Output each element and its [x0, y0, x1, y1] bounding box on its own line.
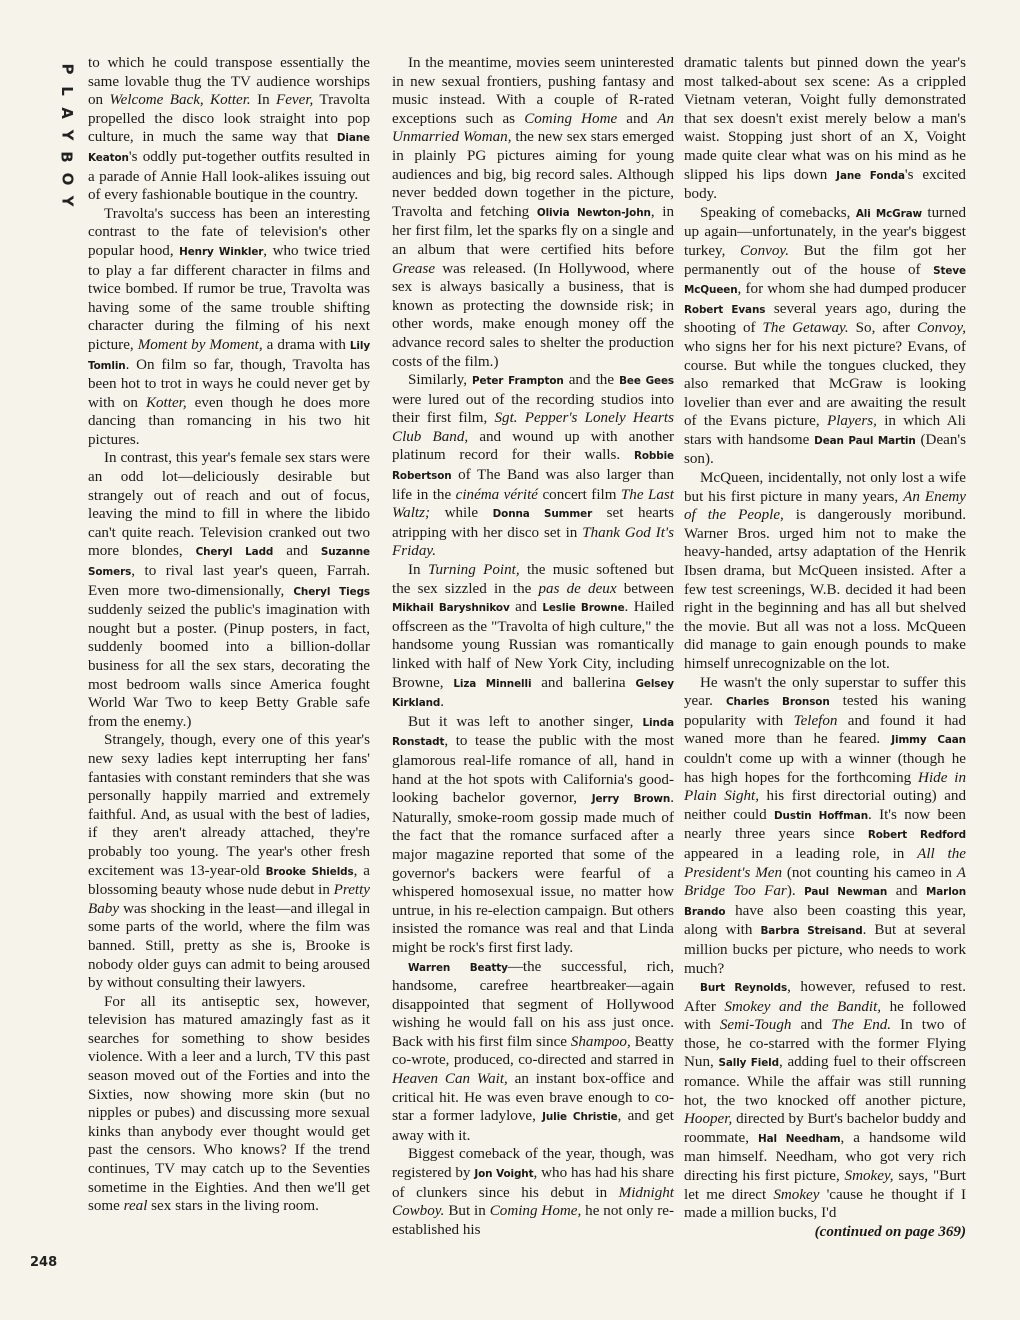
sidebar-letter: A: [57, 107, 76, 119]
person-name: Ali McGraw: [855, 207, 923, 220]
person-name: Charles Bronson: [725, 696, 830, 709]
person-name: Dustin Hoffman: [774, 809, 869, 822]
person-name: Lily Tomlin: [88, 339, 370, 372]
article-paragraph: In contrast, this year's female sex stars were an odd lot—deliciously desirable but strangely out of reach and out of focus, leaving the mind to fill in where the libido can't quite reach. Television cranked out two more blondes, Cheryl Ladd and Suzanne Somers, to rival last year's queen, Farrah. Even more two-dimensionally, Cheryl Tiegs suddenly seized the public's imagination with nought but a poster. (Pinup posters, in fact, suddenly boomed into a billion-dollar business for all the sex stars, decorating the most bedroom walls since America fought World War Two to keep Betty Grable safe from the enemy.): [88, 450, 370, 730]
person-name: Dean Paul Martin: [814, 434, 916, 447]
person-name: Olivia Newton-John: [536, 206, 651, 219]
magazine-sidebar-logo: [56, 58, 78, 212]
person-name: Leslie Browne: [542, 602, 625, 615]
person-name: Julie Christie: [542, 1111, 618, 1124]
article-paragraph: to which he could transpose essentially the same lovable thug the TV audience worships on Welcome Back, Kotter. In Fever, Travolta propelled the disco look straight into pop culture, in much the same way that Diane Keaton's oddly put-together outfits resulted in a parade of Annie Hall look-alikes issuing out of every fashionable boutique in the country.: [88, 55, 370, 204]
person-name: Henry Winkler: [179, 245, 264, 258]
person-name: Peter Frampton: [472, 375, 564, 388]
person-name: Sally Field: [718, 1057, 779, 1070]
person-name: Jane Fonda: [836, 169, 905, 182]
article-paragraph: Strangely, though, every one of this year's new sexy ladies kept interrupting her fans' fantasies with constant reminders that she was personally happily married and extremely faithful. And, as usual with the best of ladies, if they aren't already attached, they're probably too young. The year's other fresh excitement was 13-year-old Brooke Shields, a blossoming beauty whose nude debut in Pretty Baby was shocking in the least—and illegal in some parts of the world, where the film was banned. Still, pretty as she is, Brooke is nobody older guys can admit to being aroused by without consulting their lawyers.: [88, 732, 371, 992]
article-paragraph: In the meantime, movies seem uninterested in new sexual frontiers, pushing fantasy and music instead. With a couple of R-rated exceptions such as Coming Home and An Unmarried Woman, the new sex stars emerged in plainly PG pictures aiming for young audiences and big, big record sales. Although never bedded down together in the picture, Travolta and fetching Olivia Newton-John, in her first film, let the sparks fly on a single and an album that were certified hits before Grease was released. (In Hollywood, where sex is always basically a business, that is known as protecting the downside risk; in other words, make enough money off the advance record sales to shelter the production costs of the film.): [392, 55, 675, 370]
person-name: Cheryl Tiegs: [293, 585, 370, 598]
article-paragraph: Warren Beatty—the successful, rich, handsome, carefree heartbreaker—again disappointed that segment of Hollywood wishing he would fall on his ass just once. Back with his first film since Shampoo, Beatty co-wrote, produced, co-directed and starred in Heaven Can Wait, an instant box-office and critical hit. He was even brave enough to co-star a former ladylove, Julie Christie, and get away with it.: [392, 958, 674, 1144]
person-name: Robert Evans: [684, 303, 766, 316]
article-paragraph: For all its antiseptic sex, however, television has matured amazingly fast as it searches for something to show besides violence. With a leer and a lurch, TV this past season moved out of the Forties and into the Sixties, now showing more skin (but no nipples or pubes) and discussing more sexual kinks than anybody ever thought would get past the censors. Who knows? If the trend continues, TV may catch up to the Seventies sometime in the Eighties. And then we'll get some real sex stars in the living room.: [88, 993, 370, 1215]
article-paragraph: But it was left to another singer, Linda Ronstadt, to tease the public with the most glamorous real-life romance of all, hand in hand at the hot spots with California's good-looking bachelor governor, Jerry Brown. Naturally, smoke-room gossip made much of the fact that the romance surfaced after a major magazine reported that some of the governor's backers were fearful of a whispered homosexual issue, no matter how untrue, in his re-election campaign. But others insisted the romance was real and that Linda might be rock's first first lady.: [392, 713, 674, 956]
person-name: Liza Minnelli: [453, 677, 532, 690]
person-name: Steve McQueen: [684, 264, 966, 297]
sidebar-letter: Y: [58, 195, 76, 207]
sidebar-letter: O: [57, 172, 76, 186]
person-name: Jerry Brown: [591, 793, 671, 806]
sidebar-letter: L: [58, 86, 76, 96]
article-paragraph: Biggest comeback of the year, though, was registered by Jon Voight, who has had his share of clunkers since his debut in Midnight Cowboy. But in Coming Home, he not only re-established his: [392, 1146, 674, 1238]
continued-note: (continued on page 369): [814, 1223, 966, 1240]
article-paragraph: Burt Reynolds, however, refused to rest. After Smokey and the Bandit, he followed with Semi-Tough and The End. In two of those, he co-starred with the former Flying Nun, Sally Field, adding fuel to their offscreen romance. While the affair was still running hot, the two knocked off another picture, Hooper, directed by Burt's bachelor buddy and roommate, Hal Needham, a handsome wild man himself. Needham, who got very rich directing his first picture, Smokey, says, "Burt let me direct Smokey 'cause he thought if I made a million bucks, I'd: [684, 979, 966, 1222]
person-name: Warren Beatty: [408, 961, 508, 974]
article-column-3: [684, 54, 966, 1241]
sidebar-letter: Y: [58, 129, 76, 141]
person-name: Diane Keaton: [88, 132, 370, 164]
person-name: Jon Voight: [474, 1168, 534, 1181]
article-paragraph: He wasn't the only superstar to suffer this year. Charles Bronson tested his waning popularity with Telefon and found it had waned more than he feared. Jimmy Caan couldn't come up with a winner (though he has high hopes for the forthcoming Hide in Plain Sight, his first directorial outing) and neither could Dustin Hoffman. It's now been nearly three years since Robert Redford appeared in a leading role, in All the President's Men (not counting his cameo in A Bridge Too Far). Paul Newman and Marlon Brando have also been coasting this year, along with Barbra Streisand. But at several million bucks per picture, who needs to work much?: [684, 674, 967, 977]
person-name: Barbra Streisand: [760, 925, 863, 938]
article-paragraph: dramatic talents but pinned down the year's most talked-about sex scene: As a crippled Vietnam veteran, Voight fully demonstrated that sex doesn't exist merely below a man's waist. Stopping just short of an X, Voight made quite clear what was on his mind as he slipped his lips down Jane Fonda's excited body.: [684, 55, 966, 203]
person-name: Linda Ronstadt: [392, 716, 674, 749]
article-paragraph: Travolta's success has been an interesting contrast to the fate of television's other popular hood, Henry Winkler, who twice tried to play a far different character in films and twice bombed. If rumor be true, Travolta was having some of the same trouble shifting character during the filming of his next picture, Moment by Moment, a drama with Lily Tomlin. On film so far, though, Travolta has been hot to trot in ways he could never get by with on Kotter, even though he does more dancing than romancing in his two hit pictures.: [88, 205, 370, 448]
sidebar-letter: B: [58, 151, 76, 163]
person-name: Burt Reynolds: [700, 982, 788, 995]
article-column-1: [88, 54, 370, 1216]
person-name: Paul Newman: [804, 886, 888, 899]
person-name: Bee Gees: [619, 375, 674, 388]
article-paragraph: McQueen, incidentally, not only lost a wife but his first picture in many years, An Enemy of the People, is dangerously moribund. Warner Bros. urged him not to make the heavy-handed, artsy adaptation of the Henrik Ibsen drama, but McQueen insisted. After a few test screenings, W.B. decided it had been right in the beginning and has all but shelved the movie. But all was not a loss. McQueen did manage to gain enough pounds to make himself unrecognizable on the lot.: [684, 470, 966, 672]
article-paragraph: In Turning Point, the music softened but the sex sizzled in the pas de deux between Mikhail Baryshnikov and Leslie Browne. Hailed offscreen as the "Travolta of high culture," the handsome young Russian was romantically linked with half of New York City, including Browne, Liza Minnelli and ballerina Gelsey Kirkland.: [392, 562, 675, 711]
person-name: Suzanne Somers: [88, 546, 370, 579]
person-name: Robert Redford: [867, 829, 966, 842]
page-number: 248: [30, 1255, 58, 1270]
person-name: Brooke Shields: [265, 865, 354, 878]
person-name: Robbie Robertson: [392, 450, 674, 483]
person-name: Cheryl Ladd: [195, 546, 274, 559]
person-name: Donna Summer: [492, 508, 593, 521]
sidebar-letter: P: [58, 63, 76, 75]
person-name: Gelsey Kirkland: [392, 677, 674, 710]
person-name: Mikhail Baryshnikov: [392, 602, 510, 615]
article-paragraph: Similarly, Peter Frampton and the Bee Gees were lured out of the recording studios into their first film, Sgt. Pepper's Lonely Hearts Club Band, and wound up with another platinum record for their walls. Robbie Robertson of The Band was also larger than life in the cinéma vérité concert film The Last Waltz; while Donna Summer set hearts atripping with her disco set in Thank God It's Friday.: [392, 372, 675, 560]
person-name: Marlon Brando: [684, 886, 966, 918]
person-name: Hal Needham: [757, 1132, 841, 1145]
person-name: Jimmy Caan: [891, 734, 966, 747]
article-column-2: [392, 54, 674, 1239]
article-paragraph: Speaking of comebacks, Ali McGraw turned up again—unfortunately, in the year's biggest turkey, Convoy. But the film got her permanently out of the house of Steve McQueen, for whom she had dumped producer Robert Evans several years ago, during the shooting of The Getaway. So, after Convoy, who signs her for his next picture? Evans, of course. But while the tongues clucked, they also remarked that McGraw is looking lovelier than ever and are awaiting the result of the Evans picture, Players, in which Ali stars with handsome Dean Paul Martin (Dean's son).: [684, 204, 967, 468]
